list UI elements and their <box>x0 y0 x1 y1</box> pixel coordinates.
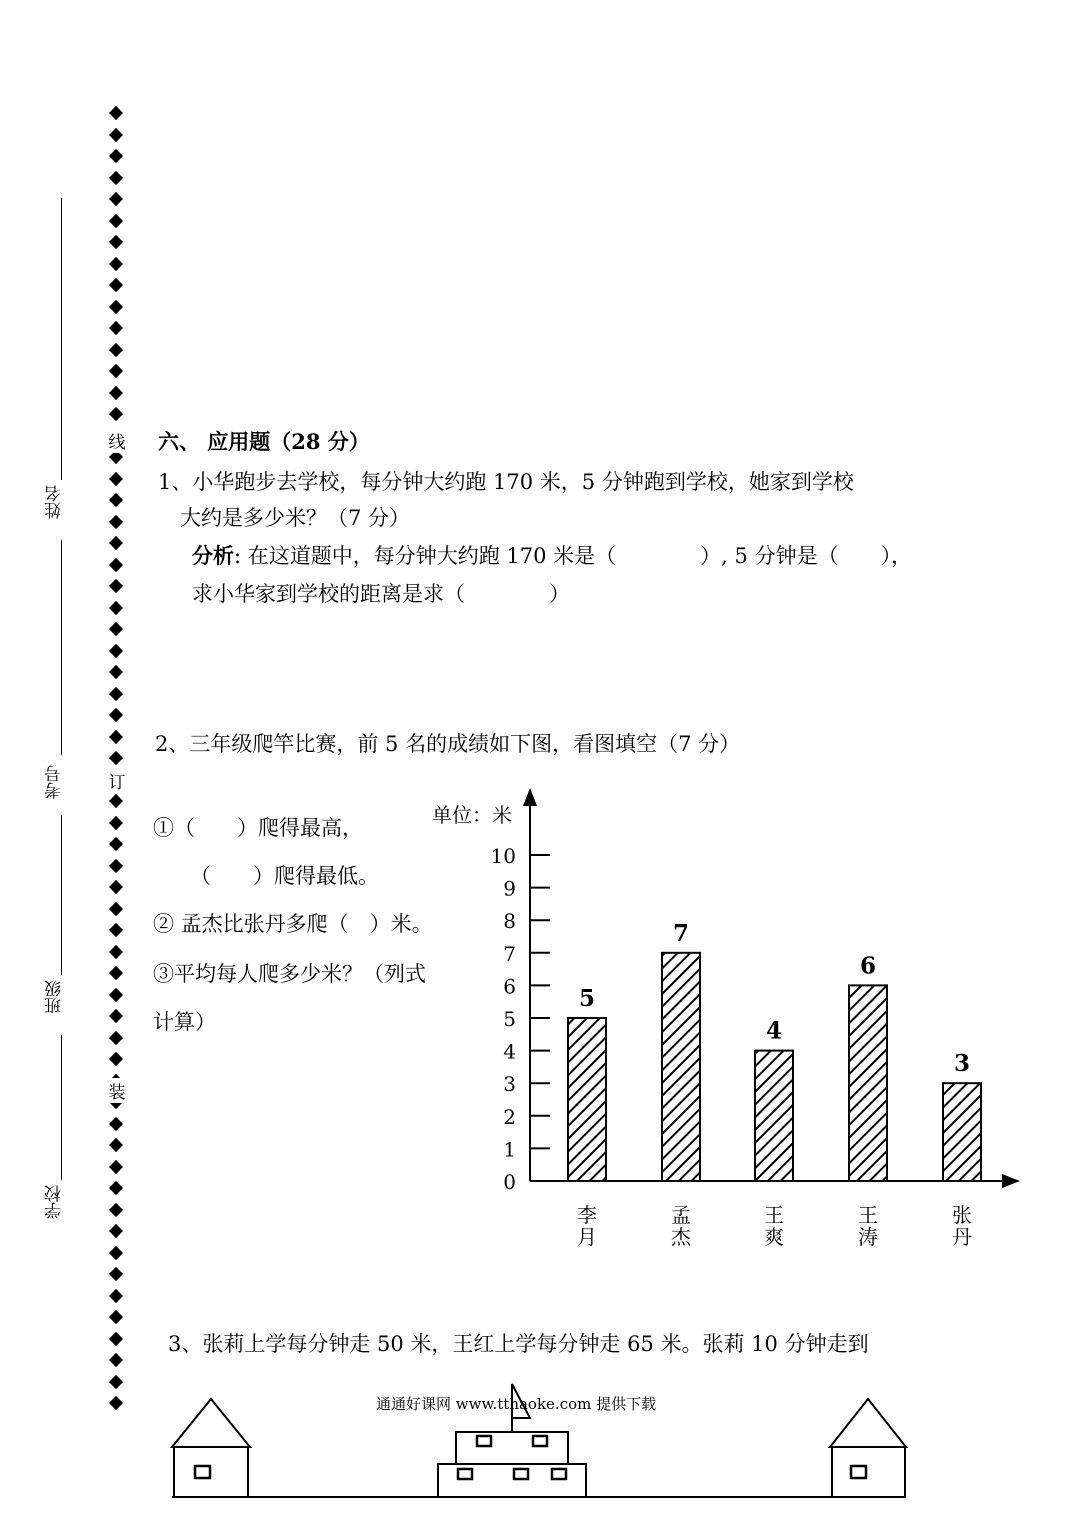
y-tick-label: 8 <box>503 909 516 934</box>
q1-analysis-line2: 求小华家到学校的距离是求（ ） <box>192 582 570 606</box>
y-tick-label: 6 <box>503 974 516 999</box>
category-label: 爽 <box>764 1225 784 1249</box>
q2-line1: 2、三年级爬竿比赛，前 5 名的成绩如下图，看图填空（7 分） <box>155 732 741 756</box>
house-right <box>830 1399 906 1497</box>
q2-sub3b: 计算） <box>153 1010 216 1034</box>
y-tick-label: 5 <box>503 1007 516 1031</box>
q2-sub2: ② 孟杰比张丹多爬（ ）米。 <box>153 912 433 936</box>
category-label: 涛 <box>858 1225 878 1249</box>
y-tick-label: 3 <box>503 1072 516 1097</box>
q3-line1: 3、张莉上学每分钟走 50 米，王红上学每分钟走 65 米。张莉 10 分钟走到 <box>168 1332 869 1356</box>
y-tick-label: 0 <box>503 1170 516 1194</box>
class-field-label: 班级 <box>45 980 65 1014</box>
q1-analysis-label: 分析 <box>192 543 234 568</box>
y-tick-label: 2 <box>503 1104 516 1129</box>
y-tick-label: 1 <box>503 1137 516 1162</box>
category-label: 杰 <box>671 1225 691 1249</box>
name-field-label: 姓名 <box>45 485 65 519</box>
binding-char-line: 线 <box>108 428 126 453</box>
school-field-label: 学校 <box>45 1185 65 1219</box>
q2-sub1a: ①（ ）爬得最高， <box>153 816 363 840</box>
footer-watermark: 通通好课网 www.tthaoke.com 提供下载 <box>376 1395 657 1413</box>
y-tick-label: 7 <box>503 941 516 966</box>
q1-line1: 1、小华跑步去学校，每分钟大约跑 170 米，5 分钟跑到学校，她家到学校 <box>158 470 854 494</box>
category-label: 丹 <box>952 1225 972 1249</box>
section-title: 六、 应用题（28 分） <box>158 429 370 454</box>
chart-unit-label: 单位：米 <box>432 803 512 827</box>
category-label: 孟 <box>671 1203 691 1227</box>
category-label: 张 <box>952 1203 972 1227</box>
q1-analysis-text: : 在这道题中，每分钟大约跑 170 米是（ ）, 5 分钟是（ ）， <box>234 544 913 568</box>
school-building <box>438 1384 586 1497</box>
y-tick-label: 4 <box>503 1039 516 1064</box>
bar-data-label: 4 <box>765 1017 783 1045</box>
y-tick-label: 10 <box>490 844 516 868</box>
category-label: 月 <box>577 1225 597 1249</box>
q1-line2: 大约是多少米？（7 分） <box>180 506 411 530</box>
binding-char-staple: 订 <box>108 768 126 793</box>
exam-number-field-label: 考号 <box>45 765 65 799</box>
binding-char-bind: 装 <box>108 1078 126 1103</box>
category-label: 王 <box>858 1203 878 1227</box>
q2-sub1b: （ ）爬得最低。 <box>190 864 379 888</box>
house-left <box>172 1399 250 1497</box>
bar-data-label: 3 <box>953 1050 971 1078</box>
q2-sub3a: ③平均每人爬多少米？（列式 <box>153 962 426 986</box>
category-label: 李 <box>577 1203 597 1227</box>
y-tick-label: 9 <box>503 876 516 901</box>
category-label: 王 <box>764 1203 784 1227</box>
bar-data-label: 5 <box>578 985 596 1012</box>
bar-data-label: 7 <box>672 919 690 947</box>
bar-data-label: 6 <box>859 952 877 980</box>
